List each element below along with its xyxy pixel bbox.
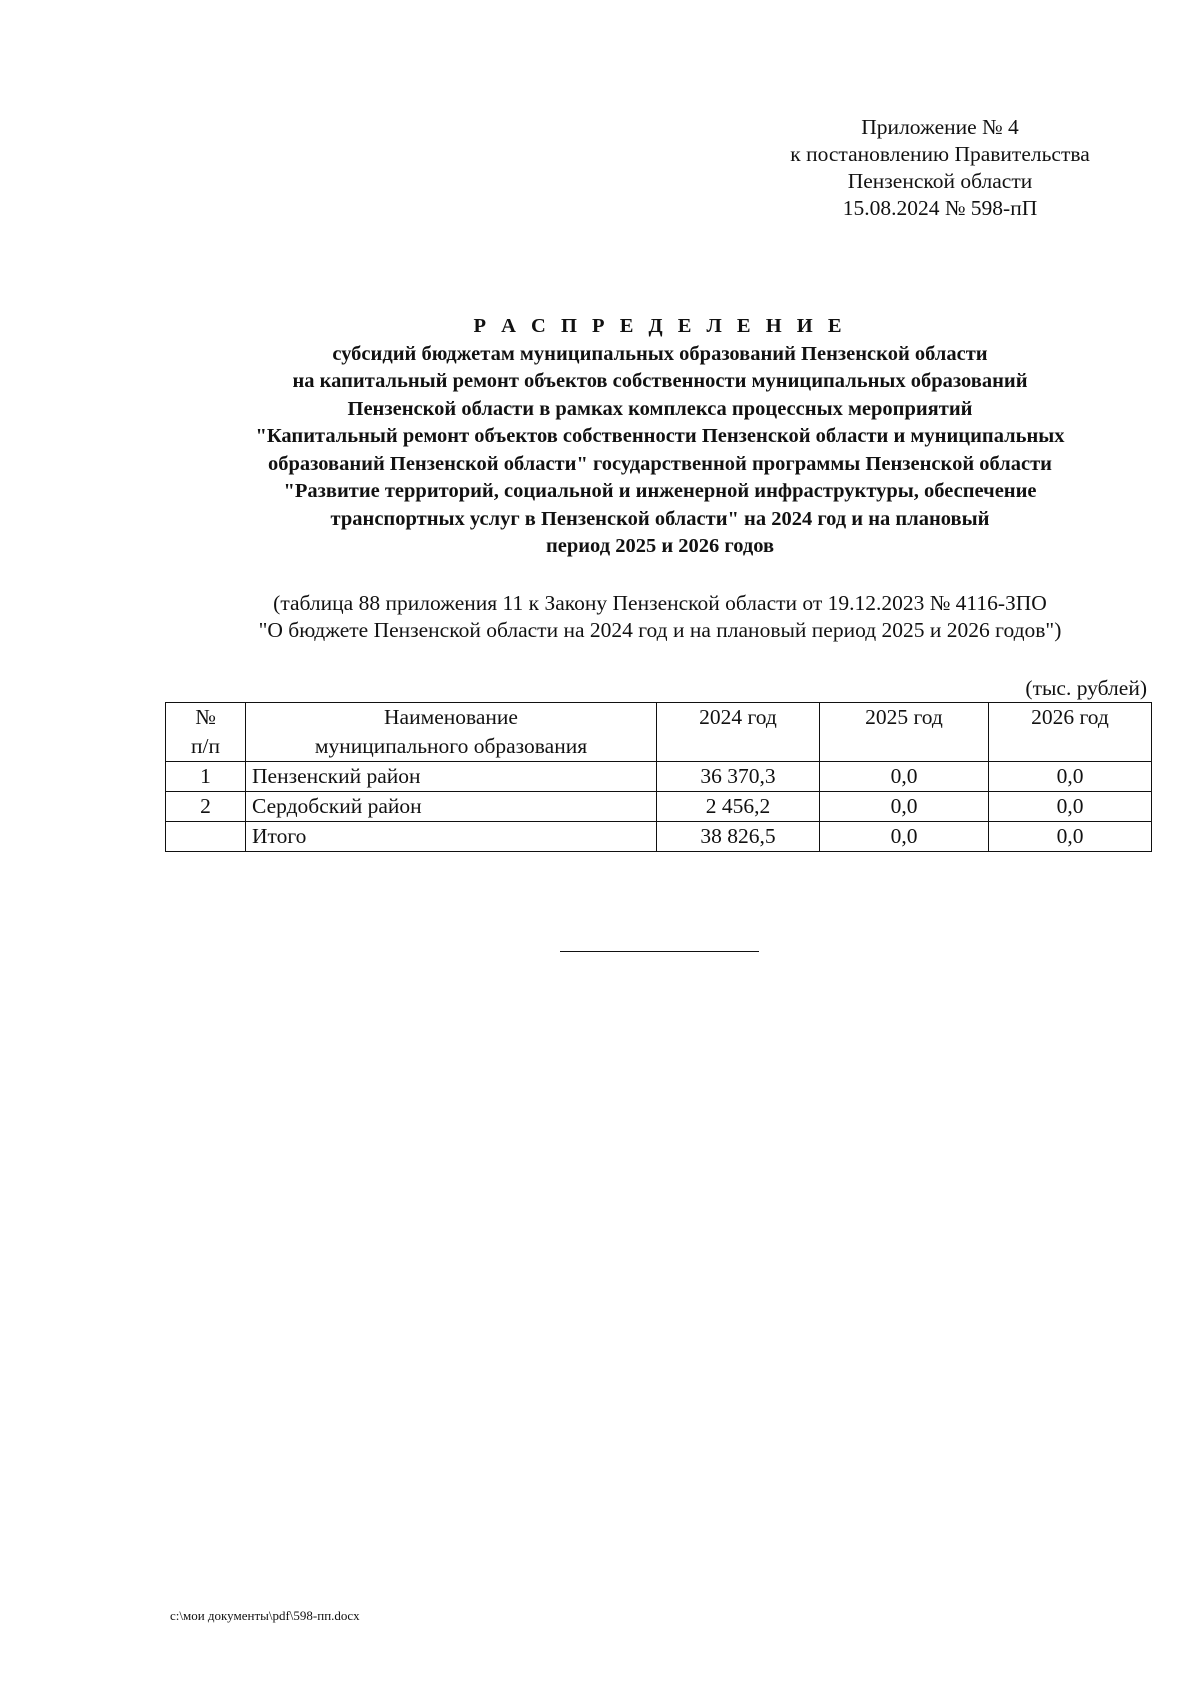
title-line: период 2025 и 2026 годов xyxy=(545,535,775,557)
header-number xyxy=(166,703,246,762)
row-2024: 38 826,5 xyxy=(657,822,820,852)
end-divider xyxy=(560,951,759,952)
source-note-line: "О бюджете Пензенской области на 2024 год и на плановый период 2025 и 2026 годов") xyxy=(258,618,1062,642)
title-line: "Развитие территорий, социальной и инженерной инфраструктуры, обеспечение xyxy=(283,480,1037,502)
header-2024: 2024 год xyxy=(657,703,820,762)
title-line: Пензенской области в рамках комплекса процессных мероприятий xyxy=(347,397,973,420)
row-number xyxy=(166,822,246,852)
row-2025: 0,0 xyxy=(820,762,989,792)
row-2024: 2 456,2 xyxy=(657,792,820,822)
table-row xyxy=(166,762,1152,792)
appendix-reference xyxy=(740,114,1140,222)
source-note xyxy=(140,590,1180,644)
table-row xyxy=(166,792,1152,822)
row-number: 2 xyxy=(166,792,246,822)
appendix-line: к постановлению Правительства xyxy=(790,142,1090,166)
header-name-line2: муниципального образования xyxy=(314,734,588,758)
row-2026: 0,0 xyxy=(989,822,1152,852)
title-line: "Капитальный ремонт объектов собственности Пензенской области и муниципальных xyxy=(255,425,1065,447)
appendix-line: 15.08.2024 № 598-пП xyxy=(842,196,1038,220)
row-2025: 0,0 xyxy=(820,822,989,852)
row-2025: 0,0 xyxy=(820,792,989,822)
document-title xyxy=(140,313,1180,561)
footer-file-path: c:\мои документы\pdf\598-пп.docx xyxy=(170,1608,360,1623)
header-2026: 2026 год xyxy=(989,703,1152,762)
header-number-line2: п/п xyxy=(191,734,220,758)
title-line: транспортных услуг в Пензенской области" на 2024 год и на плановый xyxy=(330,507,990,530)
header-2025: 2025 год xyxy=(820,703,989,762)
row-number: 1 xyxy=(166,762,246,792)
source-note-line: (таблица 88 приложения 11 к Закону Пензенской области от 19.12.2023 № 4116-ЗПО xyxy=(273,591,1047,615)
row-name: Итого xyxy=(246,822,657,852)
title-line: образований Пензенской области" государственной программы Пензенской области xyxy=(268,452,1052,475)
title-line: субсидий бюджетам муниципальных образований Пензенской области xyxy=(332,342,988,365)
appendix-line: Приложение № 4 xyxy=(861,115,1019,139)
header-number-line1: № xyxy=(195,705,216,729)
row-name: Пензенский район xyxy=(246,762,657,792)
row-2026: 0,0 xyxy=(989,792,1152,822)
row-2024: 36 370,3 xyxy=(657,762,820,792)
row-name: Сердобский район xyxy=(246,792,657,822)
units-label: (тыс. рублей) xyxy=(1025,676,1147,700)
appendix-line: Пензенской области xyxy=(847,169,1033,193)
table-total-row xyxy=(166,822,1152,852)
row-2026: 0,0 xyxy=(989,762,1152,792)
distribution-table xyxy=(165,702,1152,852)
title-line: на капитальный ремонт объектов собственности муниципальных образований xyxy=(292,370,1028,392)
title-heading: Р А С П Р Е Д Е Л Е Н И Е xyxy=(473,315,847,337)
table-header-row xyxy=(166,703,1152,762)
header-name xyxy=(246,703,657,762)
header-name-line1: Наименование xyxy=(384,705,518,729)
